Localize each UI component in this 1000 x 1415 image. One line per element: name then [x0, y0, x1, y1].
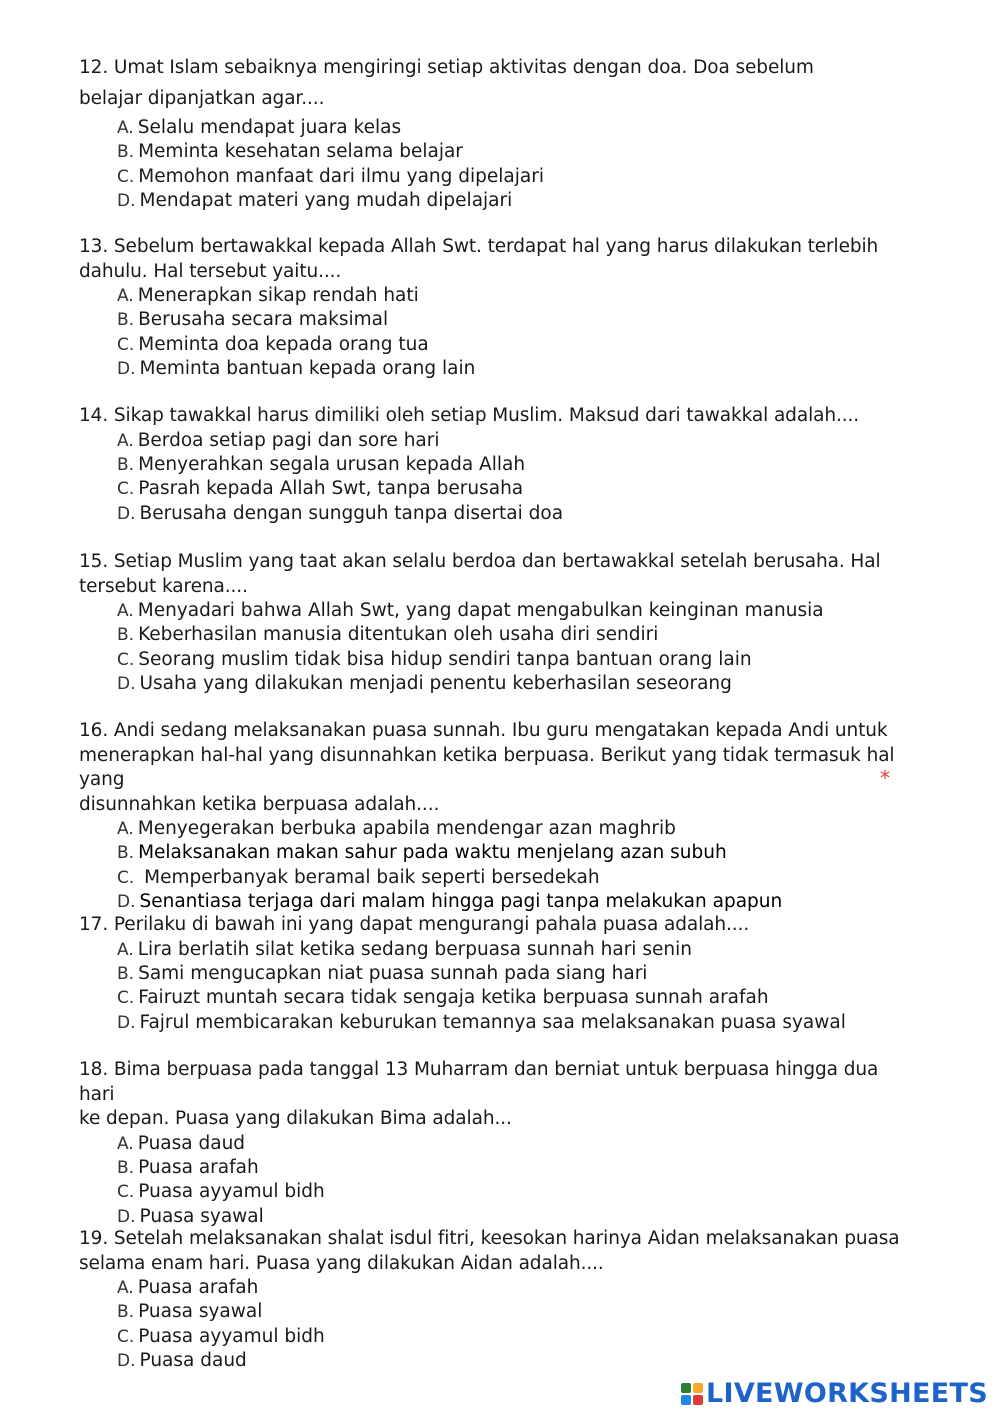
option-text: Seorang muslim tidak bisa hidup sendiri tanpa bantuan orang lain — [138, 648, 752, 670]
option-letter: B. — [117, 1302, 135, 1323]
option-b[interactable] — [79, 1156, 914, 1180]
question-19 — [79, 1227, 914, 1374]
liveworksheets-logo[interactable] — [681, 1378, 988, 1409]
option-d[interactable] — [79, 1011, 914, 1035]
option-b[interactable] — [79, 140, 914, 164]
question-stem — [79, 719, 914, 817]
option-letter: A. — [117, 118, 134, 138]
option-letter: C. — [117, 1326, 135, 1347]
option-text: Puasa arafah — [137, 1277, 259, 1298]
question-stem — [79, 913, 914, 938]
option-text: Berusaha dengan sungguh tanpa disertai doa — [139, 502, 564, 524]
option-a[interactable] — [79, 116, 914, 140]
option-text: Senantiasa terjaga dari malam hingga pagi tanpa melakukan apapun — [139, 891, 783, 913]
option-letter: D. — [117, 359, 136, 380]
stem-line: 16. Andi sedang melaksanakan puasa sunnah. Ibu guru mengatakan kepada Andi untuk — [79, 720, 888, 741]
option-b[interactable] — [79, 841, 914, 865]
option-letter: D. — [117, 1206, 136, 1227]
option-d[interactable] — [79, 672, 914, 696]
option-letter: A. — [117, 1278, 134, 1298]
option-text: Lira berlatih silat ketika sedang berpuasa sunnah hari senin — [137, 938, 692, 960]
stem-line: selama enam hari. Puasa yang dilakukan Aidan adalah.... — [79, 1252, 604, 1274]
option-d[interactable] — [79, 189, 914, 213]
logo-square-icon — [693, 1383, 703, 1393]
option-a[interactable] — [79, 938, 914, 962]
question-13 — [79, 235, 914, 382]
options-list — [79, 938, 914, 1036]
question-stem — [79, 52, 914, 114]
option-text: Pasrah kepada Allah Swt, tanpa berusaha — [138, 478, 524, 500]
required-marker: * — [880, 766, 890, 790]
option-letter: A. — [117, 601, 134, 621]
option-b[interactable] — [79, 962, 914, 986]
option-text: Melaksanakan makan sahur pada waktu menjelang azan subuh — [138, 842, 727, 864]
option-b[interactable] — [79, 1300, 914, 1324]
option-text: Puasa daud — [137, 1132, 246, 1154]
stem-line: ke depan. Puasa yang dilakukan Bima adalah... — [79, 1108, 512, 1129]
option-text: Usaha yang dilakukan menjadi penentu keberhasilan seseorang — [139, 673, 732, 695]
logo-square-icon — [681, 1395, 691, 1405]
options-list — [79, 1132, 914, 1230]
stem-line: 19. Setelah melaksanakan shalat isdul fitri, keesokan harinya Aidan melaksanakan puasa — [79, 1228, 900, 1249]
option-b[interactable] — [79, 308, 914, 332]
option-letter: D. — [117, 1012, 136, 1033]
option-letter: B. — [117, 142, 135, 163]
options-list — [79, 599, 914, 697]
option-letter: A. — [117, 286, 134, 306]
option-letter: C. — [117, 988, 135, 1009]
option-text: Selalu mendapat juara kelas — [137, 117, 402, 138]
option-letter: D. — [117, 1351, 136, 1372]
option-letter: D. — [117, 674, 136, 695]
option-text: Puasa arafah — [138, 1156, 259, 1178]
option-text: Puasa syawal — [138, 1301, 263, 1323]
question-stem — [79, 1058, 914, 1132]
option-text: Fairuzt muntah secara tidak sengaja ketika berpuasa sunnah arafah — [138, 987, 769, 1009]
option-text: Berdoa setiap pagi dan sore hari — [137, 429, 440, 451]
option-letter: B. — [117, 1157, 135, 1178]
question-18 — [79, 1058, 914, 1229]
logo-square-icon — [693, 1395, 703, 1405]
option-letter: B. — [117, 625, 135, 646]
option-text: Menerapkan sikap rendah hati — [137, 285, 419, 306]
stem-line: 14. Sikap tawakkal harus dimiliki oleh setiap Muslim. Maksud dari tawakkal adalah.... — [79, 405, 860, 426]
option-letter: B. — [117, 454, 135, 475]
option-text: Meminta kesehatan selama belajar — [138, 141, 463, 163]
question-stem — [79, 1227, 914, 1276]
option-a[interactable] — [79, 599, 914, 623]
option-c[interactable] — [79, 1325, 914, 1349]
option-letter: C. — [117, 334, 135, 355]
option-text: Menyerahkan segala urusan kepada Allah — [138, 453, 526, 475]
option-text: Memperbanyak beramal baik seperti bersedekah — [138, 866, 600, 888]
option-a[interactable] — [79, 1276, 914, 1300]
question-15 — [79, 550, 914, 697]
question-12 — [79, 52, 914, 214]
option-text: Puasa ayyamul bidh — [138, 1181, 325, 1203]
option-letter: A. — [117, 1133, 134, 1154]
option-d[interactable] — [79, 1349, 914, 1373]
options-list — [79, 429, 914, 527]
option-letter: C. — [117, 1182, 135, 1203]
option-text: Berusaha secara maksimal — [138, 309, 389, 331]
stem-line: 18. Bima berpuasa pada tanggal 13 Muharram dan berniat untuk berpuasa hingga dua hari — [79, 1059, 879, 1105]
option-text: Sami mengucapkan niat puasa sunnah pada siang hari — [138, 962, 648, 984]
option-text: Puasa ayyamul bidh — [138, 1325, 325, 1347]
option-c[interactable] — [79, 477, 914, 501]
question-stem — [79, 404, 914, 429]
option-a[interactable] — [79, 284, 914, 308]
logo-square-icon — [681, 1383, 691, 1393]
option-letter: C. — [117, 867, 135, 888]
option-d[interactable] — [79, 502, 914, 526]
option-letter: C. — [117, 166, 135, 187]
stem-line: disunnahkan ketika berpuasa adalah.... — [79, 793, 440, 815]
options-list — [79, 1276, 914, 1374]
option-text: Puasa syawal — [139, 1205, 264, 1227]
option-text: Meminta bantuan kepada orang lain — [139, 358, 476, 380]
option-letter: D. — [117, 503, 136, 524]
option-text: Fajrul membicarakan keburukan temannya saa melaksanakan puasa syawal — [139, 1011, 846, 1033]
options-list — [79, 116, 914, 214]
option-letter: A. — [117, 430, 134, 451]
option-letter: A. — [117, 819, 134, 839]
option-text: Memohon manfaat dari ilmu yang dipelajari — [138, 165, 544, 187]
option-letter: D. — [117, 191, 136, 212]
options-list — [79, 817, 914, 915]
option-a[interactable] — [79, 429, 914, 453]
option-d[interactable] — [79, 357, 914, 381]
option-text: Menyadari bahwa Allah Swt, yang dapat mengabulkan keinginan manusia — [137, 600, 824, 621]
question-stem — [79, 235, 914, 284]
stem-line: belajar dipanjatkan agar.... — [79, 88, 325, 109]
stem-line: dahulu. Hal tersebut yaitu.... — [79, 260, 342, 282]
question-14 — [79, 404, 914, 526]
question-17 — [79, 913, 914, 1035]
question-stem — [79, 550, 914, 599]
liveworksheets-logo-icon — [681, 1383, 703, 1405]
stem-line: 12. Umat Islam sebaiknya mengiringi setiap aktivitas dengan doa. Doa sebelum — [79, 57, 814, 78]
option-a[interactable] — [79, 1132, 914, 1156]
stem-line: 15. Setiap Muslim yang taat akan selalu berdoa dan bertawakkal setelah berusaha. Hal — [79, 551, 881, 572]
stem-line: tersebut karena.... — [79, 575, 248, 597]
option-d[interactable] — [79, 890, 914, 914]
option-letter: C. — [117, 479, 135, 500]
option-letter: C. — [117, 649, 135, 670]
option-letter: B. — [117, 963, 135, 984]
question-16 — [79, 719, 914, 915]
option-letter: B. — [117, 310, 135, 331]
option-text: Meminta doa kepada orang tua — [138, 333, 429, 355]
option-text: Puasa daud — [139, 1350, 247, 1372]
option-c[interactable] — [79, 986, 914, 1010]
option-d[interactable] — [79, 1205, 914, 1229]
option-a[interactable] — [79, 817, 914, 841]
option-letter: B. — [117, 843, 135, 864]
stem-line: 13. Sebelum bertawakkal kepada Allah Swt. terdapat hal yang harus dilakukan terlebih — [79, 236, 879, 257]
option-b[interactable] — [79, 453, 914, 477]
stem-line: 17. Perilaku di bawah ini yang dapat mengurangi pahala puasa adalah.... — [79, 914, 750, 935]
options-list — [79, 284, 914, 382]
option-text: Menyegerakan berbuka apabila mendengar azan maghrib — [137, 818, 676, 839]
option-text: Keberhasilan manusia ditentukan oleh usaha diri sendiri — [138, 624, 659, 646]
option-b[interactable] — [79, 623, 914, 647]
option-letter: D. — [117, 892, 136, 913]
option-c[interactable] — [79, 866, 914, 890]
option-c[interactable] — [79, 165, 914, 189]
option-c[interactable] — [79, 648, 914, 672]
stem-line: menerapkan hal-hal yang disunnahkan ketika berpuasa. Berikut yang tidak termasuk hal yang — [79, 744, 895, 790]
option-c[interactable] — [79, 1180, 914, 1204]
option-letter: A. — [117, 939, 134, 960]
option-text: Mendapat materi yang mudah dipelajari — [139, 190, 513, 212]
brand-name: LIVEWORKSHEETS — [705, 1378, 988, 1409]
option-c[interactable] — [79, 333, 914, 357]
